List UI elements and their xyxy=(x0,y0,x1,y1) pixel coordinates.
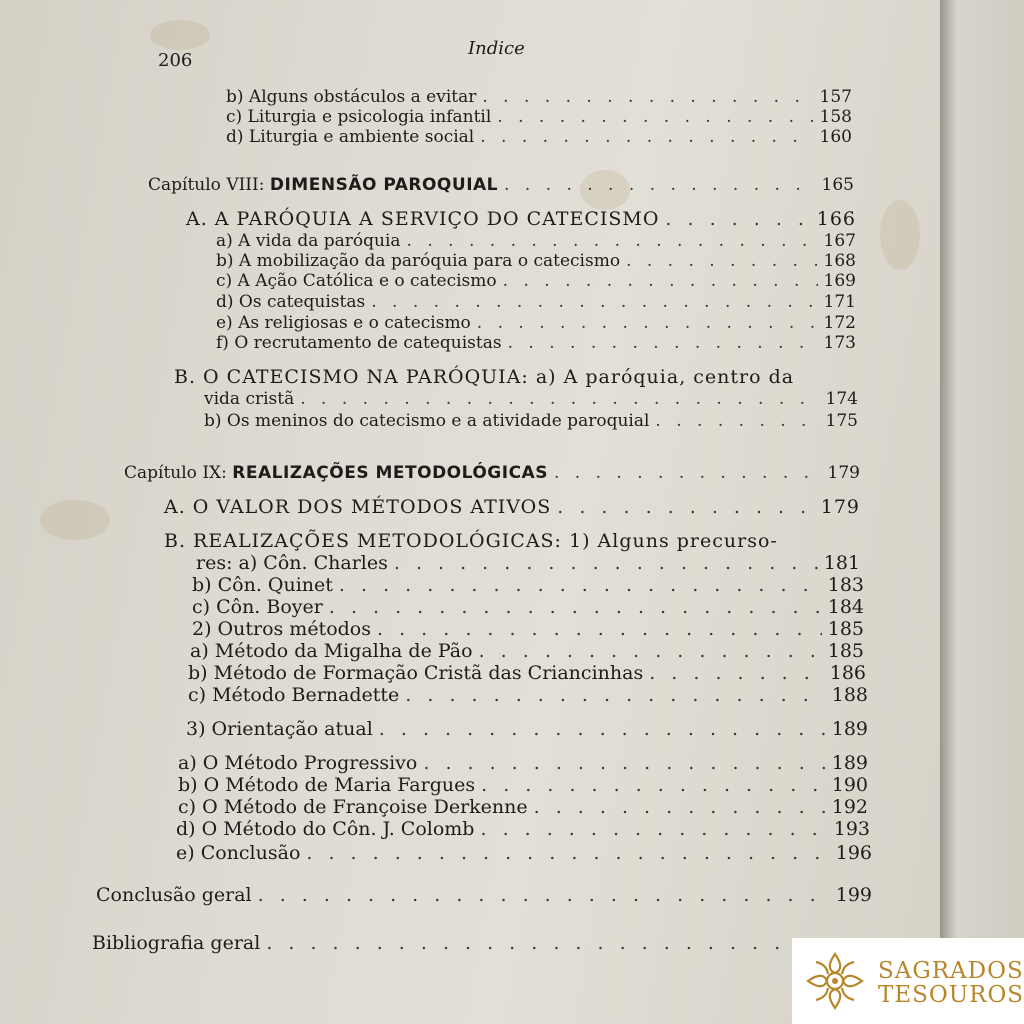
toc-entry: f) O recrutamento de catequistas . . . 173 xyxy=(216,332,856,354)
toc-entry: c) A Ação Católica e o catecismo . . . 169 xyxy=(216,270,856,292)
toc-entry: b) O Método de Maria Fargues . . . 190 xyxy=(178,774,868,796)
chapter-heading: Capítulo VIII: DIMENSÃO PAROQUIAL . . . 165 xyxy=(148,174,854,196)
toc-entry: e) Conclusão . . . 196 xyxy=(176,842,872,864)
toc-section: A. O VALOR DOS MÉTODOS ATIVOS . . . 179 xyxy=(164,496,860,518)
toc-entry: c) Liturgia e psicologia infantil . . . 158 xyxy=(226,106,852,128)
toc-section: B. REALIZAÇÕES METODOLÓGICAS: 1) Alguns precurso- xyxy=(164,530,778,552)
toc-entry: a) A vida da paróquia . . . 167 xyxy=(216,230,856,252)
chapter-heading: Capítulo IX: REALIZAÇÕES METODOLÓGICAS . . . 179 xyxy=(124,462,860,484)
toc-entry: b) Os meninos do catecismo e a atividade paroquial . . . 175 xyxy=(204,410,858,432)
page-number: 206 xyxy=(158,50,193,71)
toc-entry: c) Método Bernadette . . . 188 xyxy=(188,684,868,706)
toc-entry: vida cristã . . . 174 xyxy=(204,388,858,410)
toc-entry: b) Método de Formação Cristã das Criancinhas . . . 186 xyxy=(188,662,866,684)
toc-entry: 3) Orientação atual . . . 189 xyxy=(186,718,868,740)
watermark-logo xyxy=(792,938,1024,1024)
toc-entry: Conclusão geral . . . 199 xyxy=(96,884,872,906)
toc-entry: d) O Método do Côn. J. Colomb . . . 193 xyxy=(176,818,870,840)
toc-entry: res: a) Côn. Charles . . . 181 xyxy=(196,552,860,574)
ornament-icon xyxy=(804,950,866,1012)
toc-entry: d) Os catequistas . . . 171 xyxy=(216,291,856,313)
toc-entry: b) A mobilização da paróquia para o catecismo . . . 168 xyxy=(216,250,856,272)
logo-text-line2: TESOUROS xyxy=(878,982,1024,1008)
toc-entry: a) Método da Migalha de Pão . . . 185 xyxy=(190,640,864,662)
toc-entry: Bibliografia geral . . . xyxy=(92,932,792,954)
page-edge xyxy=(940,0,1024,1024)
toc-entry: d) Liturgia e ambiente social . . . 160 xyxy=(226,126,852,148)
logo-text-line1: SAGRADOS xyxy=(878,958,1024,984)
page-header-title: Indice xyxy=(468,38,525,59)
toc-entry: c) Côn. Boyer . . . 184 xyxy=(192,596,864,618)
toc-entry: b) Côn. Quinet . . . 183 xyxy=(192,574,864,596)
toc-entry: b) Alguns obstáculos a evitar . . . 157 xyxy=(226,86,852,108)
toc-section: B. O CATECISMO NA PARÓQUIA: a) A paróquia, centro da xyxy=(174,366,795,388)
toc-section: A. A PARÓQUIA A SERVIÇO DO CATECISMO . . . 166 xyxy=(186,208,856,230)
toc-entry: e) As religiosas e o catecismo . . . 172 xyxy=(216,312,856,334)
toc-entry: c) O Método de Françoise Derkenne . . . 192 xyxy=(178,796,868,818)
toc-entry: 2) Outros métodos . . . 185 xyxy=(192,618,864,640)
toc-entry: a) O Método Progressivo . . . 189 xyxy=(178,752,868,774)
